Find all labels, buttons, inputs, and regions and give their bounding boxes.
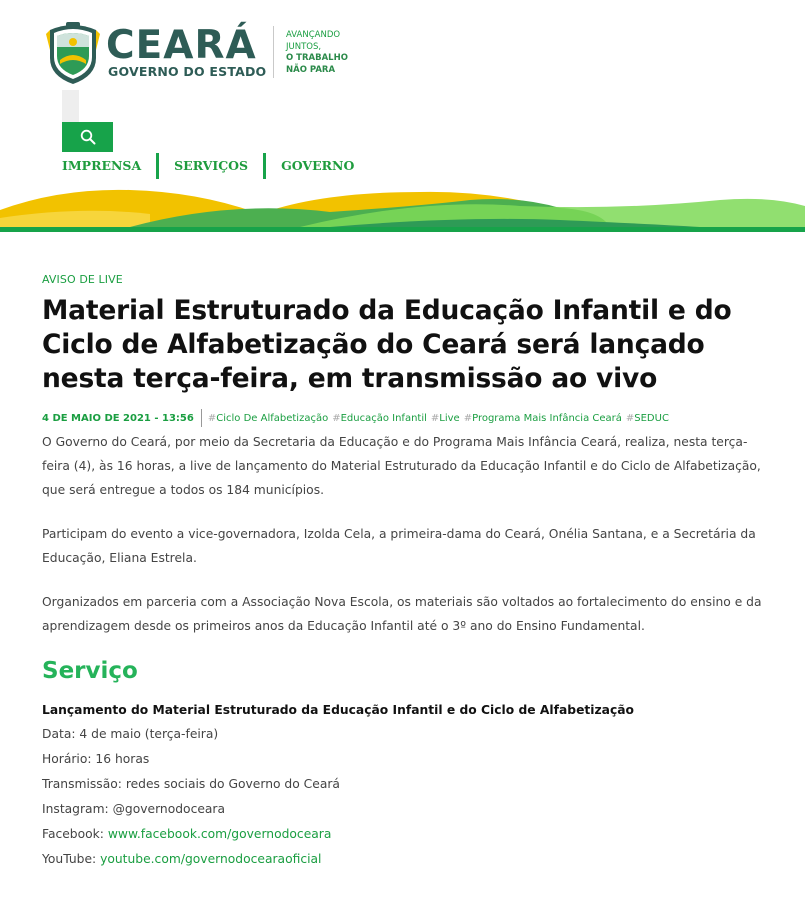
article bbox=[42, 272, 764, 872]
slogan-line: NÃO PARA bbox=[286, 64, 336, 75]
nav-item-imprensa[interactable]: IMPRENSA bbox=[62, 158, 142, 173]
service-instagram: Instagram: @governodoceara bbox=[42, 802, 226, 816]
brand-subtitle: GOVERNO DO ESTADO bbox=[108, 64, 267, 79]
header-waves-decoration bbox=[0, 180, 805, 232]
slogan-line: JUNTOS, bbox=[286, 41, 322, 52]
slogan-line: O TRABALHO bbox=[286, 53, 348, 63]
site-header bbox=[0, 0, 805, 232]
nav-item-servicos[interactable]: SERVIÇOS bbox=[156, 153, 263, 179]
article-paragraph: Participam do evento a vice-governadora, Izolda Cela, a primeira-dama do Ceará, Onélia Santana, e a Secretária da Educação, Eliana Estrela. bbox=[42, 527, 756, 565]
ceara-shield-logo bbox=[46, 20, 100, 86]
service-facebook bbox=[42, 822, 764, 847]
search-button[interactable] bbox=[62, 122, 113, 152]
article-date: 4 DE MAIO DE 2021 - 13:56 bbox=[42, 412, 194, 424]
service-heading: Lançamento do Material Estruturado da Educação Infantil e do Ciclo de Alfabetização bbox=[42, 703, 635, 717]
service-youtube bbox=[42, 847, 764, 872]
slogan bbox=[286, 30, 348, 76]
tag-link[interactable]: #Programa Mais Infância Ceará bbox=[463, 412, 622, 424]
tag-label: Ciclo De Alfabetização bbox=[216, 412, 329, 424]
article-meta bbox=[42, 408, 764, 428]
tag-label: Educação Infantil bbox=[340, 412, 427, 424]
brand-divider bbox=[273, 26, 274, 78]
meta-divider bbox=[201, 409, 202, 427]
tag-link[interactable]: #Educação Infantil bbox=[332, 412, 427, 424]
tag-link[interactable]: #Ciclo De Alfabetização bbox=[207, 412, 329, 424]
brand-name: CEARÁ bbox=[106, 23, 257, 68]
header-bottom-line bbox=[0, 227, 805, 232]
nav-item-governo[interactable]: GOVERNO bbox=[263, 153, 369, 179]
header-spacer-block bbox=[62, 90, 79, 122]
tag-link[interactable]: #Live bbox=[430, 412, 460, 424]
search-icon bbox=[80, 129, 96, 145]
service-broadcast: Transmissão: redes sociais do Governo do Ceará bbox=[42, 777, 340, 791]
slogan-line: AVANÇANDO bbox=[286, 30, 341, 40]
article-title: Material Estruturado da Educação Infantil e do Ciclo de Alfabetização do Ceará será lançado nesta terça-feira, em transmissão ao vivo bbox=[42, 295, 732, 394]
article-category[interactable]: AVISO DE LIVE bbox=[42, 273, 123, 286]
tag-label: Live bbox=[439, 412, 460, 424]
facebook-label: Facebook: bbox=[42, 827, 108, 841]
article-paragraph: Organizados em parceria com a Associação Nova Escola, os materiais são voltados ao fortalecimento do ensino e da aprendizagem desde os primeiros anos da Educação Infantil até o 3º ano do Ensino Fundamental. bbox=[42, 595, 762, 633]
article-paragraph: O Governo do Ceará, por meio da Secretaria da Educação e do Programa Mais Infância Ceará, realiza, nesta terça-feira (4), às 16 horas, a live de lançamento do Material Estruturado da Educação Infantil e do Ciclo de Alfabetização, que será entregue a todos os 184 municípios. bbox=[42, 435, 761, 497]
service-time: Horário: 16 horas bbox=[42, 752, 150, 766]
tag-label: Programa Mais Infância Ceará bbox=[472, 412, 622, 424]
youtube-link[interactable]: youtube.com/governodocearaoficial bbox=[100, 852, 322, 866]
service-date: Data: 4 de maio (terça-feira) bbox=[42, 727, 219, 741]
facebook-link[interactable]: www.facebook.com/governodoceara bbox=[107, 827, 332, 841]
tag-link[interactable]: #SEDUC bbox=[625, 412, 669, 424]
site-logo[interactable] bbox=[46, 20, 356, 90]
service-section-title: Serviço bbox=[42, 658, 138, 684]
tag-label: SEDUC bbox=[634, 412, 669, 424]
youtube-label: YouTube: bbox=[42, 852, 101, 866]
main-nav bbox=[62, 152, 369, 180]
